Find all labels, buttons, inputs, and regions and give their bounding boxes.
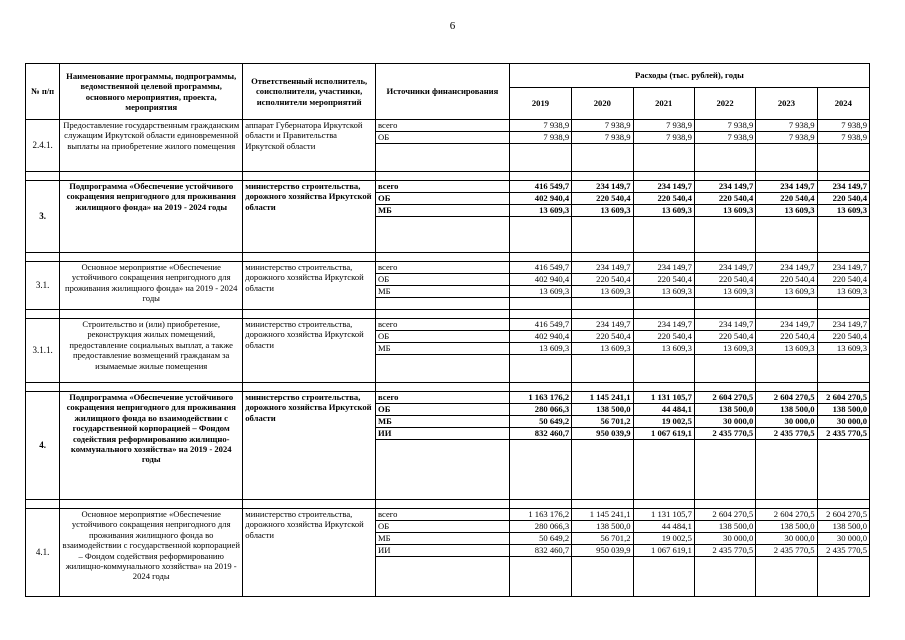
row-number: 2.4.1. [26, 120, 60, 172]
funding-source: МБ [376, 286, 510, 298]
empty-cell [509, 144, 571, 172]
expense-value: 138 500,0 [756, 404, 817, 416]
expense-value: 30 000,0 [694, 533, 755, 545]
header-year: 2021 [633, 88, 694, 120]
executor: министерство строительства, дорожного хозяйства Иркутской области [243, 262, 376, 310]
expense-value: 2 435 770,5 [817, 545, 869, 557]
spacer-cell [376, 500, 510, 509]
table-body [26, 120, 870, 597]
program-name: Строительство и (или) приобретение, реконструкция жилых помещений, предоставление социальных выплат, а также предоставление возмещений гражданам за изымаемые жилые помещения [60, 319, 243, 383]
expense-value: 7 938,9 [756, 120, 817, 132]
empty-cell [376, 217, 510, 253]
expense-value: 220 540,4 [756, 274, 817, 286]
header-expenses: Расходы (тыс. рублей), годы [509, 64, 869, 88]
expense-value: 234 149,7 [817, 181, 869, 193]
table-row [26, 120, 870, 132]
spacer-cell [60, 383, 243, 392]
expense-value: 416 549,7 [509, 319, 571, 331]
funding-source: всего [376, 509, 510, 521]
expense-value: 13 609,3 [633, 205, 694, 217]
expense-value: 950 039,9 [572, 428, 633, 440]
expense-value: 7 938,9 [509, 120, 571, 132]
expense-value: 220 540,4 [756, 331, 817, 343]
expense-value: 402 940,4 [509, 331, 571, 343]
empty-cell [694, 557, 755, 597]
spacer-cell [26, 253, 60, 262]
spacer-cell [572, 172, 633, 181]
expense-value: 2 604 270,5 [694, 509, 755, 521]
program-name: Основное мероприятие «Обеспечение устойчивого сокращения непригодного для проживания жилищного фонда во взаимодействии с государственной корпорацией – Фондом содействия реформированию жилищно-коммунального хозяйства» на 2019 - 2024 годы [60, 509, 243, 597]
empty-cell [376, 298, 510, 310]
expense-value: 1 163 176,2 [509, 509, 571, 521]
expense-value: 234 149,7 [694, 181, 755, 193]
expense-value: 2 435 770,5 [817, 428, 869, 440]
empty-cell [694, 355, 755, 383]
expense-value: 402 940,4 [509, 274, 571, 286]
empty-cell [376, 440, 510, 500]
empty-cell [376, 144, 510, 172]
empty-cell [509, 298, 571, 310]
spacer-cell [26, 310, 60, 319]
expense-value: 138 500,0 [817, 404, 869, 416]
expense-value: 56 701,2 [572, 416, 633, 428]
header-year: 2019 [509, 88, 571, 120]
spacer-cell [756, 172, 817, 181]
expense-value: 138 500,0 [572, 521, 633, 533]
expense-value: 220 540,4 [694, 274, 755, 286]
funding-source: всего [376, 120, 510, 132]
empty-cell [694, 298, 755, 310]
expense-value: 13 609,3 [572, 205, 633, 217]
program-name: Подпрограмма «Обеспечение устойчивого сокращения непригодного для проживания жилищного фонда во взаимодействии с государственной корпорацией – Фондом содействия реформированию жилищно-коммунального хозяйства» на 2019 - 2024 годы [60, 392, 243, 500]
spacer-cell [26, 172, 60, 181]
spacer-cell [509, 310, 571, 319]
expense-value: 220 540,4 [756, 193, 817, 205]
expense-value: 234 149,7 [817, 319, 869, 331]
expense-value: 234 149,7 [756, 319, 817, 331]
spacer-cell [694, 253, 755, 262]
program-name: Основное мероприятие «Обеспечение устойчивого сокращения непригодного для проживания жилищного фонда» на 2019 - 2024 годы [60, 262, 243, 310]
expense-value: 56 701,2 [572, 533, 633, 545]
executor: аппарат Губернатора Иркутской области и Правительства Иркутской области [243, 120, 376, 172]
expense-value: 13 609,3 [509, 286, 571, 298]
funding-source: ИИ [376, 428, 510, 440]
header-num: № п/п [26, 64, 60, 120]
expense-value: 2 435 770,5 [694, 545, 755, 557]
funding-source: всего [376, 319, 510, 331]
spacer-cell [376, 172, 510, 181]
table-row [26, 392, 870, 404]
expense-value: 7 938,9 [572, 132, 633, 144]
expense-value: 13 609,3 [756, 286, 817, 298]
spacer-cell [509, 253, 571, 262]
empty-cell [633, 298, 694, 310]
expense-value: 220 540,4 [694, 193, 755, 205]
expense-value: 44 484,1 [633, 404, 694, 416]
funding-source: ОБ [376, 274, 510, 286]
spacer-cell [243, 383, 376, 392]
spacer-cell [60, 310, 243, 319]
expense-value: 19 002,5 [633, 533, 694, 545]
expense-value: 234 149,7 [694, 319, 755, 331]
spacer-cell [243, 500, 376, 509]
expense-value: 30 000,0 [817, 416, 869, 428]
empty-cell [509, 440, 571, 500]
empty-cell [817, 440, 869, 500]
expense-value: 234 149,7 [633, 181, 694, 193]
funding-source: МБ [376, 533, 510, 545]
spacer-cell [817, 500, 869, 509]
empty-cell [756, 298, 817, 310]
row-number: 3.1. [26, 262, 60, 310]
expense-value: 220 540,4 [817, 193, 869, 205]
table-row [26, 509, 870, 521]
funding-source: МБ [376, 343, 510, 355]
expense-value: 1 067 619,1 [633, 428, 694, 440]
expense-value: 234 149,7 [694, 262, 755, 274]
expenses-table [25, 63, 870, 597]
expense-value: 138 500,0 [694, 521, 755, 533]
expense-value: 1 131 105,7 [633, 392, 694, 404]
expense-value: 13 609,3 [694, 205, 755, 217]
empty-cell [572, 144, 633, 172]
funding-source: МБ [376, 205, 510, 217]
expense-value: 50 649,2 [509, 416, 571, 428]
spacer-cell [26, 383, 60, 392]
expense-value: 13 609,3 [509, 205, 571, 217]
empty-cell [633, 355, 694, 383]
empty-cell [572, 217, 633, 253]
empty-cell [694, 440, 755, 500]
expense-value: 2 435 770,5 [756, 545, 817, 557]
block-spacer [26, 310, 870, 319]
expense-value: 1 163 176,2 [509, 392, 571, 404]
spacer-cell [694, 172, 755, 181]
spacer-cell [509, 383, 571, 392]
spacer-cell [817, 253, 869, 262]
spacer-cell [817, 172, 869, 181]
spacer-cell [376, 383, 510, 392]
expense-value: 30 000,0 [817, 533, 869, 545]
expense-value: 2 435 770,5 [756, 428, 817, 440]
table-row [26, 262, 870, 274]
row-number: 4. [26, 392, 60, 500]
expense-value: 13 609,3 [509, 343, 571, 355]
empty-cell [694, 217, 755, 253]
header-year: 2020 [572, 88, 633, 120]
funding-source: ИИ [376, 545, 510, 557]
expense-value: 7 938,9 [694, 132, 755, 144]
spacer-cell [26, 500, 60, 509]
spacer-cell [243, 172, 376, 181]
expense-value: 13 609,3 [817, 343, 869, 355]
empty-cell [572, 440, 633, 500]
expense-value: 7 938,9 [572, 120, 633, 132]
expense-value: 234 149,7 [756, 262, 817, 274]
expense-value: 2 604 270,5 [694, 392, 755, 404]
expense-value: 13 609,3 [633, 286, 694, 298]
empty-cell [817, 298, 869, 310]
expense-value: 234 149,7 [633, 262, 694, 274]
expense-value: 2 604 270,5 [817, 392, 869, 404]
expense-value: 280 066,3 [509, 521, 571, 533]
spacer-cell [60, 172, 243, 181]
expense-value: 138 500,0 [817, 521, 869, 533]
spacer-cell [756, 500, 817, 509]
executor: министерство строительства, дорожного хозяйства Иркутской области [243, 319, 376, 383]
expense-value: 138 500,0 [756, 521, 817, 533]
empty-cell [509, 217, 571, 253]
row-number: 4.1. [26, 509, 60, 597]
empty-cell [694, 144, 755, 172]
funding-source: МБ [376, 416, 510, 428]
expense-value: 13 609,3 [633, 343, 694, 355]
funding-source: ОБ [376, 521, 510, 533]
empty-cell [633, 144, 694, 172]
spacer-cell [756, 310, 817, 319]
empty-cell [572, 355, 633, 383]
expense-value: 44 484,1 [633, 521, 694, 533]
expense-value: 2 604 270,5 [817, 509, 869, 521]
empty-cell [633, 557, 694, 597]
spacer-cell [572, 253, 633, 262]
table-row [26, 181, 870, 193]
expense-value: 220 540,4 [633, 193, 694, 205]
page-number: 6 [449, 20, 456, 32]
expense-value: 13 609,3 [694, 286, 755, 298]
spacer-cell [243, 310, 376, 319]
spacer-cell [633, 172, 694, 181]
header-source: Источники финансирования [376, 64, 510, 120]
empty-cell [817, 144, 869, 172]
empty-cell [376, 355, 510, 383]
expense-value: 234 149,7 [756, 181, 817, 193]
expense-value: 138 500,0 [572, 404, 633, 416]
spacer-cell [376, 253, 510, 262]
spacer-cell [376, 310, 510, 319]
expense-value: 950 039,9 [572, 545, 633, 557]
empty-cell [509, 355, 571, 383]
executor: министерство строительства, дорожного хозяйства Иркутской области [243, 392, 376, 500]
expense-value: 220 540,4 [633, 274, 694, 286]
spacer-cell [633, 383, 694, 392]
program-name: Предоставление государственным гражданским служащим Иркутской области единовременной выплаты на приобретение жилого помещения [60, 120, 243, 172]
empty-cell [756, 217, 817, 253]
expense-value: 832 460,7 [509, 428, 571, 440]
expense-value: 30 000,0 [756, 533, 817, 545]
expense-value: 1 145 241,1 [572, 392, 633, 404]
block-spacer [26, 172, 870, 181]
expense-value: 7 938,9 [633, 120, 694, 132]
empty-cell [376, 557, 510, 597]
expense-value: 234 149,7 [572, 262, 633, 274]
spacer-cell [633, 500, 694, 509]
empty-cell [817, 557, 869, 597]
funding-source: ОБ [376, 404, 510, 416]
spacer-cell [60, 253, 243, 262]
expense-value: 234 149,7 [572, 181, 633, 193]
expense-value: 7 938,9 [817, 120, 869, 132]
expense-value: 7 938,9 [633, 132, 694, 144]
row-number: 3. [26, 181, 60, 253]
expense-value: 416 549,7 [509, 181, 571, 193]
expense-value: 13 609,3 [572, 286, 633, 298]
funding-source: всего [376, 181, 510, 193]
expense-value: 7 938,9 [694, 120, 755, 132]
spacer-cell [633, 253, 694, 262]
executor: министерство строительства, дорожного хозяйства Иркутской области [243, 509, 376, 597]
expense-value: 234 149,7 [633, 319, 694, 331]
block-spacer [26, 500, 870, 509]
header-year: 2022 [694, 88, 755, 120]
empty-cell [509, 557, 571, 597]
header-executor: Ответственный исполнитель, соисполнители, участники, исполнители мероприятий [243, 64, 376, 120]
empty-cell [633, 217, 694, 253]
spacer-cell [756, 383, 817, 392]
expense-value: 416 549,7 [509, 262, 571, 274]
empty-cell [633, 440, 694, 500]
spacer-cell [817, 383, 869, 392]
expense-value: 7 938,9 [756, 132, 817, 144]
empty-cell [817, 217, 869, 253]
empty-cell [817, 355, 869, 383]
empty-cell [572, 557, 633, 597]
expense-value: 19 002,5 [633, 416, 694, 428]
expense-value: 30 000,0 [694, 416, 755, 428]
expense-value: 7 938,9 [817, 132, 869, 144]
expense-value: 13 609,3 [756, 205, 817, 217]
block-spacer [26, 253, 870, 262]
funding-source: ОБ [376, 132, 510, 144]
expense-value: 220 540,4 [572, 331, 633, 343]
empty-cell [756, 355, 817, 383]
expense-value: 13 609,3 [817, 286, 869, 298]
expense-value: 7 938,9 [509, 132, 571, 144]
expense-value: 280 066,3 [509, 404, 571, 416]
expense-value: 30 000,0 [756, 416, 817, 428]
expense-value: 13 609,3 [572, 343, 633, 355]
expense-value: 1 131 105,7 [633, 509, 694, 521]
table-row [26, 319, 870, 331]
expense-value: 1 067 619,1 [633, 545, 694, 557]
expense-value: 2 604 270,5 [756, 392, 817, 404]
spacer-cell [633, 310, 694, 319]
expense-value: 220 540,4 [572, 274, 633, 286]
spacer-cell [572, 500, 633, 509]
expense-value: 832 460,7 [509, 545, 571, 557]
funding-source: ОБ [376, 193, 510, 205]
spacer-cell [60, 500, 243, 509]
expense-value: 50 649,2 [509, 533, 571, 545]
expense-value: 220 540,4 [817, 274, 869, 286]
empty-cell [756, 557, 817, 597]
spacer-cell [694, 500, 755, 509]
header-year: 2023 [756, 88, 817, 120]
expense-value: 234 149,7 [572, 319, 633, 331]
expense-value: 13 609,3 [694, 343, 755, 355]
expense-value: 13 609,3 [817, 205, 869, 217]
empty-cell [572, 298, 633, 310]
expense-value: 234 149,7 [817, 262, 869, 274]
header-name: Наименование программы, подпрограммы, ведомственной целевой программы, основного мероприятия, проекта, мероприятия [60, 64, 243, 120]
expense-value: 220 540,4 [572, 193, 633, 205]
header-year: 2024 [817, 88, 869, 120]
spacer-cell [694, 383, 755, 392]
spacer-cell [509, 500, 571, 509]
expense-value: 1 145 241,1 [572, 509, 633, 521]
funding-source: всего [376, 392, 510, 404]
spacer-cell [243, 253, 376, 262]
expense-value: 220 540,4 [817, 331, 869, 343]
executor: министерство строительства, дорожного хозяйства Иркутской области [243, 181, 376, 253]
spacer-cell [817, 310, 869, 319]
expense-value: 2 435 770,5 [694, 428, 755, 440]
program-name: Подпрограмма «Обеспечение устойчивого сокращения непригодного для проживания жилищного фонда» на 2019 - 2024 годы [60, 181, 243, 253]
expense-value: 220 540,4 [694, 331, 755, 343]
expense-value: 138 500,0 [694, 404, 755, 416]
spacer-cell [572, 310, 633, 319]
expense-value: 2 604 270,5 [756, 509, 817, 521]
spacer-cell [694, 310, 755, 319]
spacer-cell [509, 172, 571, 181]
empty-cell [756, 440, 817, 500]
empty-cell [756, 144, 817, 172]
spacer-cell [572, 383, 633, 392]
funding-source: ОБ [376, 331, 510, 343]
row-number: 3.1.1. [26, 319, 60, 383]
expense-value: 13 609,3 [756, 343, 817, 355]
expense-value: 402 940,4 [509, 193, 571, 205]
spacer-cell [756, 253, 817, 262]
block-spacer [26, 383, 870, 392]
funding-source: всего [376, 262, 510, 274]
expense-value: 220 540,4 [633, 331, 694, 343]
